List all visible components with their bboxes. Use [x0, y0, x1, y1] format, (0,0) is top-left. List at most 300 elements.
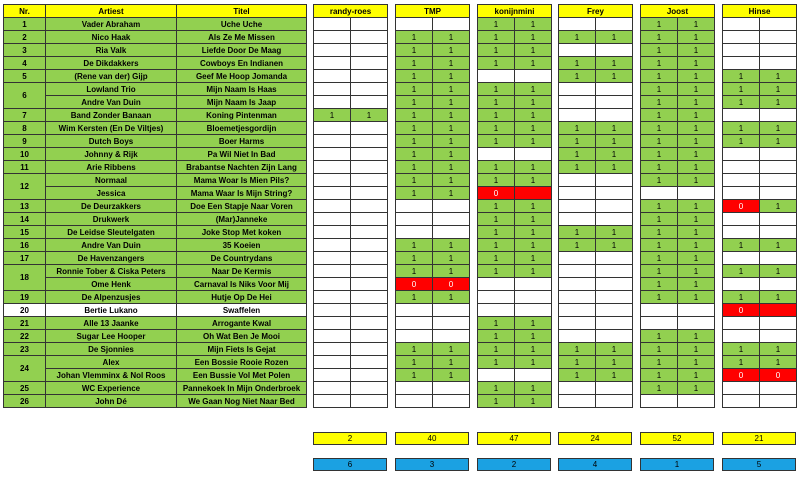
score-cell: 1 [515, 122, 552, 135]
score-cell: 1 [396, 122, 433, 135]
total-Hinse: 21 [722, 432, 796, 445]
row-number: 15 [4, 226, 46, 239]
table-row [396, 31, 470, 44]
score-cell [314, 148, 351, 161]
score-cell: 1 [641, 356, 678, 369]
table-row [478, 44, 552, 57]
table-row [314, 304, 388, 317]
score-cell [559, 213, 596, 226]
table-row [641, 44, 715, 57]
score-cell: 1 [596, 369, 633, 382]
table-row [641, 161, 715, 174]
table-row [559, 83, 633, 96]
title-cell: Bloemetjesgordijn [177, 122, 307, 135]
header-titel: Titel [177, 5, 307, 18]
score-cell: 1 [678, 265, 715, 278]
score-cell [396, 213, 433, 226]
table-row [641, 31, 715, 44]
table-row [559, 265, 633, 278]
header-nr: Nr. [4, 5, 46, 18]
table-row [396, 252, 470, 265]
score-cell [559, 395, 596, 408]
score-cell: 0 [723, 304, 760, 317]
score-cell: 1 [678, 31, 715, 44]
table-row [723, 70, 797, 83]
score-cell: 1 [433, 96, 470, 109]
score-cell: 1 [478, 330, 515, 343]
table-row [641, 70, 715, 83]
table-row [4, 148, 307, 161]
score-cell: 1 [478, 18, 515, 31]
rank-TMP: 3 [395, 458, 469, 471]
artist-cell: Band Zonder Banaan [46, 109, 177, 122]
score-cell: 1 [641, 252, 678, 265]
score-cell: 1 [641, 330, 678, 343]
score-cell: 1 [396, 174, 433, 187]
table-row [314, 265, 388, 278]
score-cell: 1 [396, 135, 433, 148]
table-row [314, 161, 388, 174]
row-number: 14 [4, 213, 46, 226]
score-cell: 1 [596, 343, 633, 356]
table-row [396, 18, 470, 31]
score-cell [723, 18, 760, 31]
score-cell: 1 [478, 135, 515, 148]
row-number: 4 [4, 57, 46, 70]
score-cell [515, 369, 552, 382]
table-row [723, 330, 797, 343]
table-row [723, 304, 797, 317]
artist-cell: Ronnie Tober & Ciska Peters [46, 265, 177, 278]
table-row [723, 122, 797, 135]
row-number: 13 [4, 200, 46, 213]
score-cell: 1 [760, 265, 797, 278]
score-cell [641, 304, 678, 317]
score-cell [351, 70, 388, 83]
rank-Joost: 1 [640, 458, 714, 471]
score-cell: 1 [678, 174, 715, 187]
score-cell [723, 226, 760, 239]
table-row [723, 369, 797, 382]
score-cell [351, 252, 388, 265]
title-cell: (Mar)Janneke [177, 213, 307, 226]
table-row [723, 278, 797, 291]
score-cell [433, 18, 470, 31]
score-cell: 1 [478, 252, 515, 265]
table-row [314, 252, 388, 265]
score-cell: 1 [433, 44, 470, 57]
score-cell: 1 [641, 31, 678, 44]
table-row [641, 291, 715, 304]
table-row [314, 343, 388, 356]
score-cell [760, 161, 797, 174]
score-cell: 1 [641, 291, 678, 304]
artist-cell: Jessica [46, 187, 177, 200]
table-row [4, 31, 307, 44]
title-cell: Hutje Op De Hei [177, 291, 307, 304]
score-cell: 1 [760, 70, 797, 83]
table-row [314, 187, 388, 200]
artist-cell: Johan Vlemminx & Nol Roos [46, 369, 177, 382]
table-row [314, 83, 388, 96]
score-cell [596, 304, 633, 317]
score-cell: 1 [559, 369, 596, 382]
artist-cell: Lowland Trio [46, 83, 177, 96]
score-cell: 1 [760, 122, 797, 135]
score-cell [760, 44, 797, 57]
table-row [396, 330, 470, 343]
score-cell: 1 [515, 265, 552, 278]
table-row [4, 291, 307, 304]
score-cell [559, 187, 596, 200]
score-cell [314, 135, 351, 148]
artist-cell: (Rene van der) Gijp [46, 70, 177, 83]
rank-randy-roes: 6 [313, 458, 387, 471]
score-cell [760, 18, 797, 31]
table-row [641, 278, 715, 291]
table-row [723, 317, 797, 330]
artist-cell: Ria Valk [46, 44, 177, 57]
score-cell: 1 [678, 291, 715, 304]
score-cell: 1 [641, 174, 678, 187]
score-cell: 1 [515, 252, 552, 265]
table-row [559, 382, 633, 395]
score-cell: 1 [760, 239, 797, 252]
table-row [723, 200, 797, 213]
table-row [641, 239, 715, 252]
title-cell: Mijn Naam Is Jaap [177, 96, 307, 109]
score-cell [478, 278, 515, 291]
table-row [314, 57, 388, 70]
score-cell: 0 [396, 278, 433, 291]
table-row [478, 83, 552, 96]
table-row [396, 70, 470, 83]
score-cell [596, 44, 633, 57]
score-cell [478, 70, 515, 83]
score-cell [596, 18, 633, 31]
score-cell: 1 [515, 226, 552, 239]
score-cell [314, 343, 351, 356]
score-cell: 1 [433, 135, 470, 148]
table-row [396, 265, 470, 278]
score-cell [351, 356, 388, 369]
table-row [314, 174, 388, 187]
score-cell: 1 [515, 343, 552, 356]
table-row [396, 317, 470, 330]
table-row [559, 187, 633, 200]
table-row [396, 356, 470, 369]
table-row [4, 213, 307, 226]
table-row [4, 395, 307, 408]
artist-cell: Drukwerk [46, 213, 177, 226]
table-row [4, 187, 307, 200]
score-cell: 1 [396, 252, 433, 265]
score-cell: 1 [596, 70, 633, 83]
score-cell [559, 317, 596, 330]
table-row [478, 304, 552, 317]
score-cell [351, 174, 388, 187]
title-cell: Koning Pintenman [177, 109, 307, 122]
title-cell: Mama Waar Is Mijn String? [177, 187, 307, 200]
score-cell [351, 382, 388, 395]
player-table-randy-roes [313, 4, 388, 408]
table-row [4, 161, 307, 174]
row-number: 12 [4, 174, 46, 200]
score-cell [723, 252, 760, 265]
score-cell: 1 [678, 369, 715, 382]
table-row [723, 265, 797, 278]
score-cell: 1 [396, 239, 433, 252]
score-cell: 1 [396, 369, 433, 382]
artist-cell: De Sjonnies [46, 343, 177, 356]
score-cell: 1 [678, 70, 715, 83]
table-row [4, 44, 307, 57]
row-number: 20 [4, 304, 46, 317]
table-row [559, 161, 633, 174]
table-row [559, 252, 633, 265]
score-cell [641, 187, 678, 200]
artist-cell: Alle 13 Jaanke [46, 317, 177, 330]
table-row [478, 200, 552, 213]
table-row [4, 57, 307, 70]
score-cell [433, 395, 470, 408]
score-cell [351, 330, 388, 343]
score-cell [559, 109, 596, 122]
artist-cell: De Dikdakkers [46, 57, 177, 70]
score-cell: 1 [515, 174, 552, 187]
score-cell [760, 304, 797, 317]
table-row [314, 31, 388, 44]
score-cell: 1 [678, 96, 715, 109]
score-cell [559, 291, 596, 304]
score-cell: 1 [515, 18, 552, 31]
table-row [723, 148, 797, 161]
score-cell [351, 148, 388, 161]
score-cell: 1 [678, 18, 715, 31]
title-cell: De Countrydans [177, 252, 307, 265]
score-cell: 1 [641, 57, 678, 70]
table-row [478, 330, 552, 343]
score-cell [678, 395, 715, 408]
table-row [641, 304, 715, 317]
score-cell: 1 [723, 96, 760, 109]
table-row [641, 252, 715, 265]
score-cell: 1 [396, 57, 433, 70]
table-row [478, 122, 552, 135]
score-cell: 1 [559, 356, 596, 369]
title-cell: Cowboys En Indianen [177, 57, 307, 70]
score-cell: 1 [478, 239, 515, 252]
table-row [478, 382, 552, 395]
score-cell: 1 [596, 226, 633, 239]
table-row [641, 200, 715, 213]
table-row [723, 44, 797, 57]
score-cell [314, 395, 351, 408]
row-number: 21 [4, 317, 46, 330]
score-cell: 1 [596, 356, 633, 369]
score-cell: 1 [641, 278, 678, 291]
score-cell [641, 395, 678, 408]
table-row [559, 44, 633, 57]
score-cell [314, 265, 351, 278]
score-cell: 1 [723, 343, 760, 356]
table-row [478, 57, 552, 70]
score-cell: 1 [760, 356, 797, 369]
table-row [396, 174, 470, 187]
table-row [559, 200, 633, 213]
score-cell [314, 369, 351, 382]
artist-cell: Andre Van Duin [46, 96, 177, 109]
table-row [478, 213, 552, 226]
score-cell: 1 [515, 161, 552, 174]
table-row [559, 317, 633, 330]
score-cell [396, 330, 433, 343]
title-cell: Mijn Fiets Is Gejat [177, 343, 307, 356]
score-cell: 1 [433, 174, 470, 187]
score-cell [351, 395, 388, 408]
score-cell [760, 395, 797, 408]
score-cell: 1 [433, 343, 470, 356]
row-number: 2 [4, 31, 46, 44]
score-cell: 1 [641, 109, 678, 122]
score-cell [396, 382, 433, 395]
row-number: 5 [4, 70, 46, 83]
score-cell [723, 213, 760, 226]
score-cell: 1 [641, 213, 678, 226]
title-cell: Joke Stop Met koken [177, 226, 307, 239]
title-cell: Naar De Kermis [177, 265, 307, 278]
score-cell [396, 317, 433, 330]
artist-cell: Vader Abraham [46, 18, 177, 31]
score-cell [433, 200, 470, 213]
table-row [641, 395, 715, 408]
score-cell: 1 [678, 356, 715, 369]
title-cell: Pa Wil Niet In Bad [177, 148, 307, 161]
score-cell [478, 369, 515, 382]
table-row [4, 200, 307, 213]
score-cell [314, 83, 351, 96]
table-row [314, 18, 388, 31]
table-row [723, 291, 797, 304]
score-cell [559, 200, 596, 213]
title-cell: Een Bossie Rooie Rozen [177, 356, 307, 369]
table-row [396, 304, 470, 317]
artist-cell: Ome Henk [46, 278, 177, 291]
score-cell: 1 [678, 382, 715, 395]
score-cell [396, 200, 433, 213]
title-cell: 35 Koeien [177, 239, 307, 252]
table-row [641, 317, 715, 330]
score-cell [723, 278, 760, 291]
table-row [4, 343, 307, 356]
player-table-konijnmini [477, 4, 552, 408]
table-row [4, 239, 307, 252]
score-cell [723, 395, 760, 408]
score-cell: 1 [433, 187, 470, 200]
score-cell: 1 [515, 317, 552, 330]
score-cell [314, 382, 351, 395]
table-row [4, 109, 307, 122]
player-header: randy-roes [314, 5, 388, 18]
score-cell: 1 [433, 356, 470, 369]
score-cell: 1 [478, 200, 515, 213]
score-cell: 1 [678, 148, 715, 161]
score-cell [760, 109, 797, 122]
artist-cell: Nico Haak [46, 31, 177, 44]
score-cell: 1 [433, 83, 470, 96]
table-row [559, 109, 633, 122]
score-cell [396, 395, 433, 408]
table-row [641, 148, 715, 161]
score-cell [559, 382, 596, 395]
score-cell: 1 [559, 31, 596, 44]
title-cell: We Gaan Nog Niet Naar Bed [177, 395, 307, 408]
score-cell [396, 18, 433, 31]
table-row [314, 70, 388, 83]
table-row [641, 213, 715, 226]
table-row [641, 265, 715, 278]
score-cell: 1 [478, 96, 515, 109]
score-cell [559, 174, 596, 187]
table-row [478, 135, 552, 148]
player-header: TMP [396, 5, 470, 18]
score-cell [314, 317, 351, 330]
table-row [478, 291, 552, 304]
table-row [396, 83, 470, 96]
table-row [478, 265, 552, 278]
score-cell: 1 [396, 343, 433, 356]
table-row [4, 70, 307, 83]
score-cell [351, 239, 388, 252]
row-number: 6 [4, 83, 46, 109]
score-cell: 1 [559, 148, 596, 161]
score-cell [314, 356, 351, 369]
table-row [396, 200, 470, 213]
score-cell [559, 265, 596, 278]
table-row [478, 252, 552, 265]
score-cell: 1 [396, 291, 433, 304]
score-cell [678, 187, 715, 200]
table-row [559, 226, 633, 239]
score-cell [314, 174, 351, 187]
score-cell [760, 382, 797, 395]
score-cell: 1 [396, 70, 433, 83]
score-cell [314, 122, 351, 135]
table-row [314, 148, 388, 161]
score-cell [723, 330, 760, 343]
score-cell [723, 148, 760, 161]
artist-cell: WC Experience [46, 382, 177, 395]
score-cell [314, 252, 351, 265]
score-cell: 1 [433, 57, 470, 70]
score-cell: 1 [478, 161, 515, 174]
table-row [723, 252, 797, 265]
score-cell: 1 [641, 200, 678, 213]
table-row [396, 135, 470, 148]
table-row [723, 109, 797, 122]
table-row [559, 291, 633, 304]
score-cell: 1 [559, 135, 596, 148]
table-row [396, 44, 470, 57]
score-cell [351, 265, 388, 278]
score-cell [351, 343, 388, 356]
score-cell [723, 187, 760, 200]
row-number: 10 [4, 148, 46, 161]
table-row [478, 96, 552, 109]
row-number: 24 [4, 356, 46, 382]
score-cell: 1 [351, 109, 388, 122]
table-row [314, 330, 388, 343]
